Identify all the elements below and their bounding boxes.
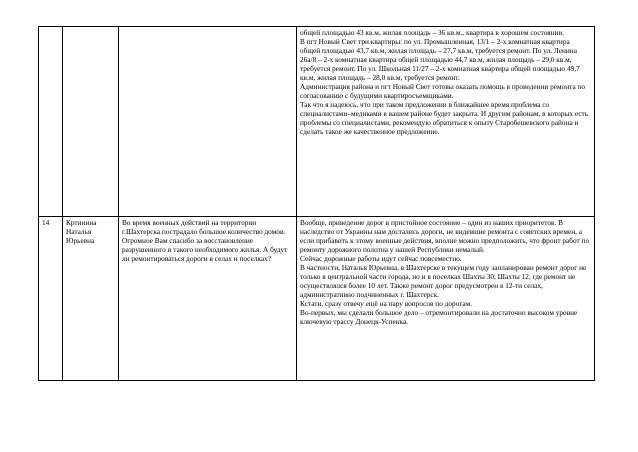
answer-paragraph: Во-первых, мы сделали большое дело – отремонтировали на достаточно высоком уровне ключевую трассу Донецк-Успенка. [300,308,578,326]
table-row [39,217,595,381]
row-number: 14 [42,218,50,227]
row-number-cell [39,217,63,381]
question-cell [119,27,297,217]
author-cell [63,27,119,217]
answer-paragraph: В частности, Наталья Юрьевна, в Шахтерске в текущем году запланирован ремонт дорог не только в центральной части города, но и в поселках Шахты 30, Шахты 12, где ремонт не осуществлялся более 10 лет. Также ремонт дорог предусмотрен в 12-ти селах, административно подчиненных г. Шахтерск. [300,263,587,299]
document-table [38,26,595,381]
answer-paragraph: общей площадью 43 кв.м, жилая площадь – 36 кв.м., квартира в хорошем состоянии. [300,28,565,37]
answer-paragraph: В пгт Новый Свет три квартиры: по ул. Промышленная, 13/1 – 2-х комнатная квартира общей площадью 43,7 кв.м, жилая площадь – 27,7 кв.м, требуется ремонт. По ул. Ленина 26а/8 – 2-х комнатная квартира общей площадью 44,7 кв.м, жилая площадь – 29,0 кв.м, требуется ремонт. По ул. Школьная 11/27 – 2-х комнатная квартира общей площадью 49,7 кв.м, жилая площадь – 28,0 кв.м, требуется ремонт. [300,37,580,82]
question-text: Во время военных действий на территории г.Шахтерска пострадало большое количество домов. Огромное Вам спасибо за восстановление разрушенного и такого необходимого жилья. А будут ли ремонтироваться дороги в селах и поселках? [122,218,288,263]
row-number-cell [39,27,63,217]
author-cell [63,217,119,381]
answer-cell [297,27,595,217]
question-cell [119,217,297,381]
answer-paragraph: Администрация района и пгт Новый Свет готовы оказать помощь в проведении ремонта по согласованию с будущими квартиросъемщиками. [300,82,586,100]
answer-paragraph: Так что я надеюсь, что при таком предложении в ближайшее время проблема со специалистами–медиками в вашем районе будет закрыта. И другим районам, в которых есть проблемы со специалистами, рекомендую обратиться к опыту Старобешевского района и сделать такое же качественное предложение. [300,100,589,136]
answer-paragraph: Вообще, приведение дорог в пристойное состояние – один из наших приоритетов. В наследство от Украины нам достались дороги, не видевшие ремонта с советских времен, а если прибавить к этому военные действия, вполне можно предположить, что фронт работ по ремонту дорожного полотна у нашей Республики немалый. [300,218,590,254]
answer-cell [297,217,595,381]
table-row [39,27,595,217]
answer-paragraph: Сейчас дорожные работы идут сейчас повсеместно. [300,254,462,263]
author-name: Кртинина Наталья Юрьевна [66,218,97,245]
answer-paragraph: Кстати, сразу отвечу ещё на пару вопросов по дорогам. [300,299,473,308]
